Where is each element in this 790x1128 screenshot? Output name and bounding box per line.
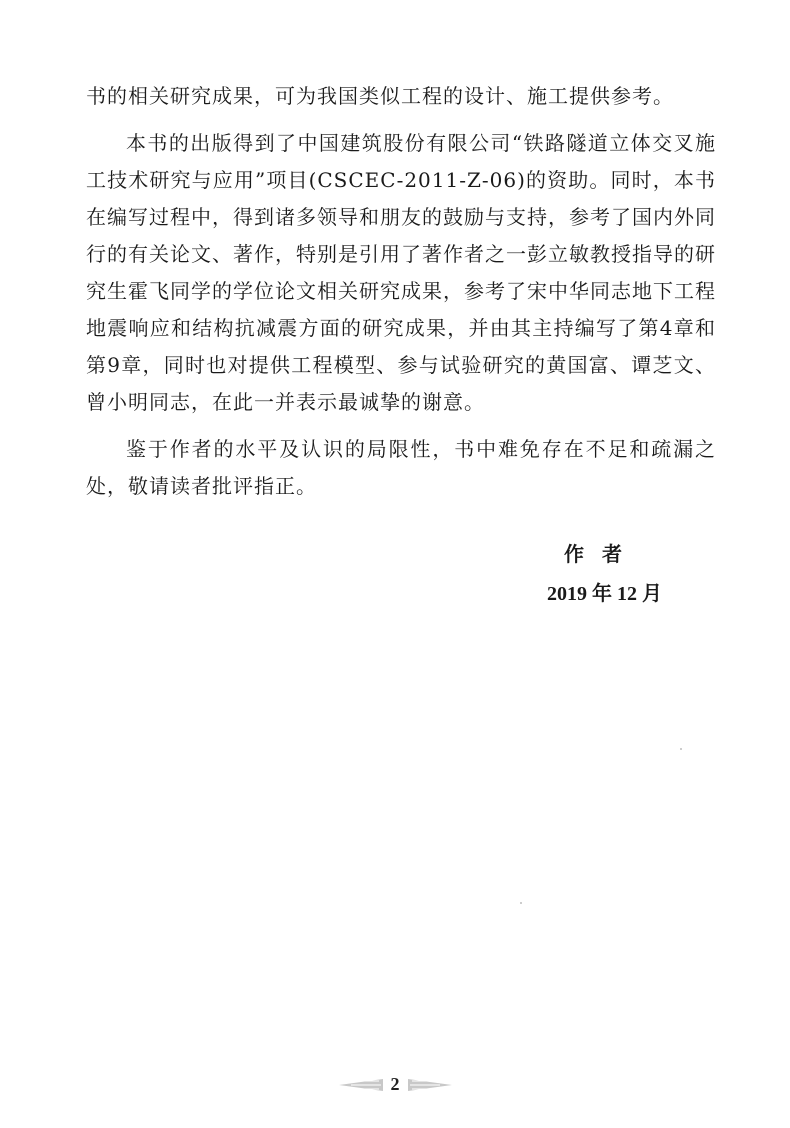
paragraph-acknowledgement: 本书的出版得到了中国建筑股份有限公司“铁路隧道立体交叉施工技术研究与应用”项目(CSCEC-2011-Z-06)的资助。同时，本书在编写过程中，得到诸多领导和朋友的鼓励与支持，参考了国内外同行的有关论文、著作，特别是引用了著作者之一彭立敏教授指导的研究生霍飞同学的学位论文相关研究成果，参考了宋中华同志地下工程地震响应和结构抗减震方面的研究成果，并由其主持编写了第4章和第9章，同时也对提供工程模型、参与试验研究的黄国富、谭芝文、曾小明同志，在此一并表示最诚挚的谢意。 — [86, 131, 716, 414]
author-signature: 作者 — [564, 542, 640, 566]
left-arrow-ornament-icon — [335, 1076, 385, 1094]
right-arrow-ornament-icon — [406, 1076, 456, 1094]
scan-speck — [680, 748, 682, 750]
page-footer — [0, 1074, 790, 1095]
paragraph-continuation: 书的相关研究成果，可为我国类似工程的设计、施工提供参考。 — [86, 84, 674, 108]
scan-speck — [520, 902, 522, 904]
signature-block — [547, 534, 662, 614]
body-text — [86, 78, 716, 505]
signature-date: 2019 年 12 月 — [547, 583, 662, 605]
paragraph-disclaimer: 鉴于作者的水平及认识的局限性，书中难免存在不足和疏漏之处，敬请读者批评指正。 — [86, 437, 716, 498]
page-number: 2 — [390, 1074, 400, 1094]
